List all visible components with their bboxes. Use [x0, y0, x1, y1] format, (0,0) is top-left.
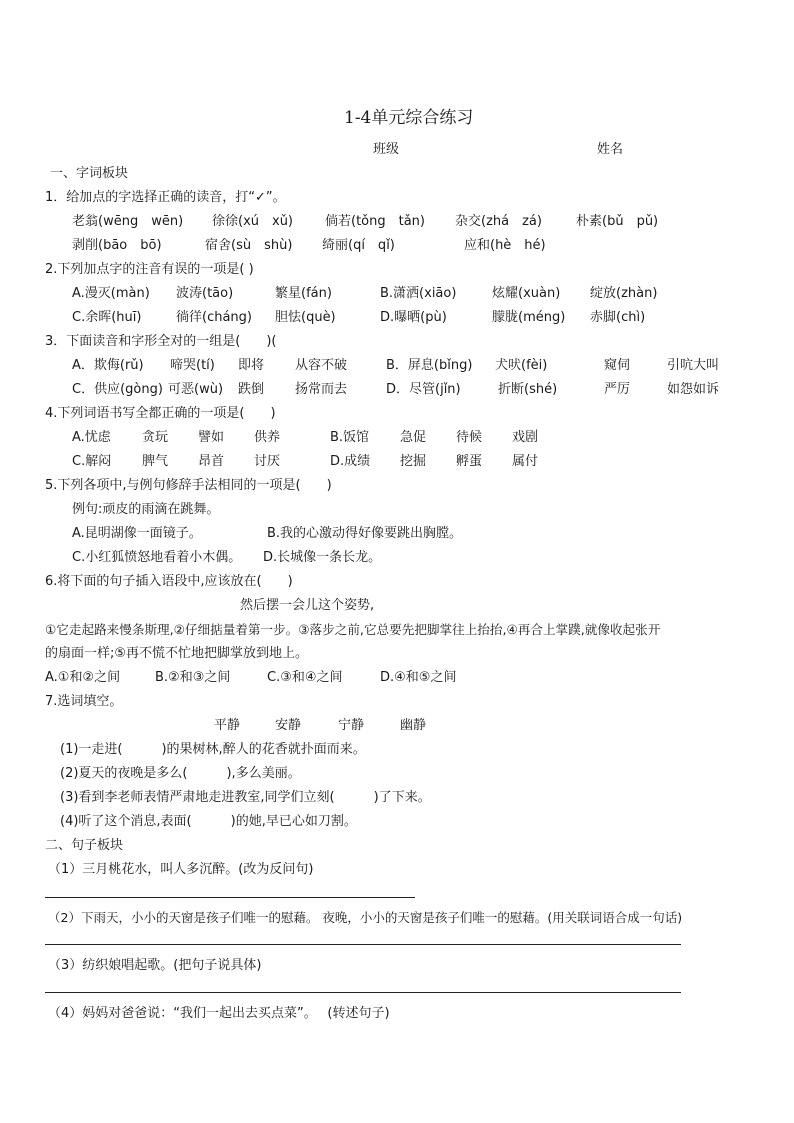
- q4-option: 急促: [400, 430, 427, 445]
- q6-insert-sentence: 然后摆一会儿这个姿势,: [240, 598, 375, 613]
- q4-option: 贪玩: [142, 430, 169, 445]
- q1-item: 老翁(wēng wēn): [72, 214, 184, 229]
- q5-option: A.昆明湖像一面镜子。: [72, 526, 202, 541]
- q1-item: 应和(hè hé): [464, 238, 546, 253]
- q7-word: 幽静: [400, 718, 427, 733]
- q3-option: 引吭大叫: [667, 358, 720, 373]
- q5-option: B.我的心激动得好像要跳出胸膛。: [267, 526, 463, 541]
- answer-line: [45, 992, 681, 993]
- q3-option: 扬常而去: [295, 382, 348, 397]
- q3-option: 窥伺: [604, 358, 631, 373]
- q2-option: C.余晖(huī): [72, 310, 142, 325]
- q2-option: 波涛(tāo): [176, 286, 234, 301]
- q1-stem: 1．给加点的字选择正确的读音，打“✓”。: [45, 190, 286, 205]
- q2-option: 胆怯(què): [275, 310, 336, 325]
- q1-item: 朴素(bǔ pǔ): [576, 214, 659, 229]
- s2-question: （1）三月桃花水，叫人多沉醉。(改为反问句): [48, 862, 314, 877]
- q5-example: 例句:顽皮的雨滴在跳舞。: [72, 502, 220, 517]
- q6-stem: 6.将下面的句子插入语段中,应该放在( ): [45, 574, 293, 589]
- q7-item: (3)看到李老师表情严肃地走进教室,同学们立刻( )了下来。: [60, 790, 431, 805]
- answer-line: [45, 944, 681, 945]
- q3-option: 犬吠(fèi): [495, 358, 548, 373]
- q1-item: 倘若(tǒng tǎn): [325, 214, 425, 229]
- q4-option: 属付: [512, 454, 539, 469]
- q7-word: 宁静: [338, 718, 365, 733]
- q1-item: 杂交(zhá zá): [455, 214, 542, 229]
- q1-item: 剥削(bāo bō): [72, 238, 162, 253]
- q7-item: (2)夏天的夜晚是多么( ),多么美丽。: [60, 766, 301, 781]
- q2-stem: 2.下列加点字的注音有误的一项是( ): [45, 262, 254, 277]
- q3-option: 可恶(wù): [168, 382, 224, 397]
- q5-option: C.小红狐愤怒地看着小木偶。: [72, 550, 242, 565]
- q4-stem: 4.下列词语书写全都正确的一项是( ): [45, 406, 276, 421]
- q4-option: A.忧虑: [72, 430, 111, 445]
- q2-option: 绽放(zhàn): [590, 286, 658, 301]
- q2-option: 赤脚(chì): [590, 310, 646, 325]
- q3-option: 折断(shé): [498, 382, 558, 397]
- q2-option: D.曝晒(pù): [380, 310, 447, 325]
- q6-option: C.③和④之间: [267, 670, 343, 685]
- q5-option: D.长城像一条长龙。: [263, 550, 382, 565]
- q6-option: A.①和②之间: [45, 670, 121, 685]
- class-label: 班级: [373, 142, 400, 157]
- q3-option: C．供应(gòng): [72, 382, 163, 397]
- q2-option: 炫耀(xuàn): [492, 286, 561, 301]
- q2-option: A.漫灭(màn): [72, 286, 150, 301]
- q1-item: 徐徐(xú xǔ): [212, 214, 294, 229]
- q4-option: 孵蛋: [456, 454, 483, 469]
- s2-question: （3）纺织娘唱起歌。(把句子说具体): [48, 958, 262, 973]
- s2-question: （2）下雨天，小小的天窗是孩子们唯一的慰藉。 夜晚，小小的天窗是孩子们唯一的慰藉。(用关联词语合成一句话): [48, 910, 683, 925]
- q3-option: 严厉: [604, 382, 631, 397]
- q1-item: 宿舍(sù shù): [205, 238, 293, 253]
- q7-word: 平静: [214, 718, 241, 733]
- q6-option: B.②和③之间: [155, 670, 231, 685]
- q3-option: 跌倒: [238, 382, 265, 397]
- q3-option: D．尽管(jǐn): [386, 382, 461, 397]
- q1-item: 绮丽(qí qǐ): [322, 238, 395, 253]
- q3-option: 从容不破: [295, 358, 348, 373]
- q4-option: 供养: [254, 430, 281, 445]
- q3-option: B．屏息(bǐng): [386, 358, 473, 373]
- q5-stem: 5.下列各项中,与例句修辞手法相同的一项是( ): [45, 478, 332, 493]
- section-heading-sentences: 二、句子板块: [45, 838, 124, 853]
- page-title: 1-4单元综合练习: [344, 108, 474, 128]
- s2-question: （4）妈妈对爸爸说：“我们一起出去买点菜”。 (转述句子): [48, 1006, 390, 1021]
- q4-option: D.成绩: [330, 454, 371, 469]
- q7-item: (1)一走进( )的果树林,醉人的花香就扑面而来。: [60, 742, 366, 757]
- q6-passage-line: 的扇面一样;⑤再不慌不忙地把脚掌放到地上。: [45, 646, 309, 661]
- section-heading-vocab: 一、字词板块: [50, 166, 129, 181]
- q6-passage-line: ①它走起路来慢条斯理,②仔细掂量着第一步。③落步之前,它总要先把脚掌往上抬抬,④再合上掌蹼,就像收起张开: [45, 622, 661, 637]
- q4-option: B.饭馆: [330, 430, 370, 445]
- q4-option: 挖掘: [400, 454, 427, 469]
- q4-option: 譬如: [198, 430, 225, 445]
- name-label: 姓名: [597, 142, 624, 157]
- q4-option: 戏剧: [512, 430, 539, 445]
- q2-option: B.潇洒(xiāo): [380, 286, 457, 301]
- q4-option: 脾气: [142, 454, 169, 469]
- q2-option: 朦胧(méng): [492, 310, 566, 325]
- q2-option: 繁星(fán): [275, 286, 332, 301]
- q7-stem: 7.选词填空。: [45, 694, 123, 709]
- q4-option: C.解闷: [72, 454, 112, 469]
- q4-option: 昂首: [198, 454, 225, 469]
- q3-stem: 3．下面读音和字形全对的一组是( )(: [45, 334, 277, 349]
- q7-item: (4)听了这个消息,表面( )的她,早已心如刀割。: [60, 814, 357, 829]
- q3-option: A．欺侮(rǔ): [72, 358, 144, 373]
- q3-option: 如怨如诉: [667, 382, 720, 397]
- q4-option: 待候: [456, 430, 483, 445]
- q6-option: D.④和⑤之间: [380, 670, 457, 685]
- answer-line: [45, 897, 415, 898]
- q3-option: 即将: [238, 358, 265, 373]
- q3-option: 啼哭(tí): [170, 358, 215, 373]
- q4-option: 讨厌: [254, 454, 281, 469]
- q7-word: 安静: [275, 718, 302, 733]
- q2-option: 徜徉(cháng): [176, 310, 252, 325]
